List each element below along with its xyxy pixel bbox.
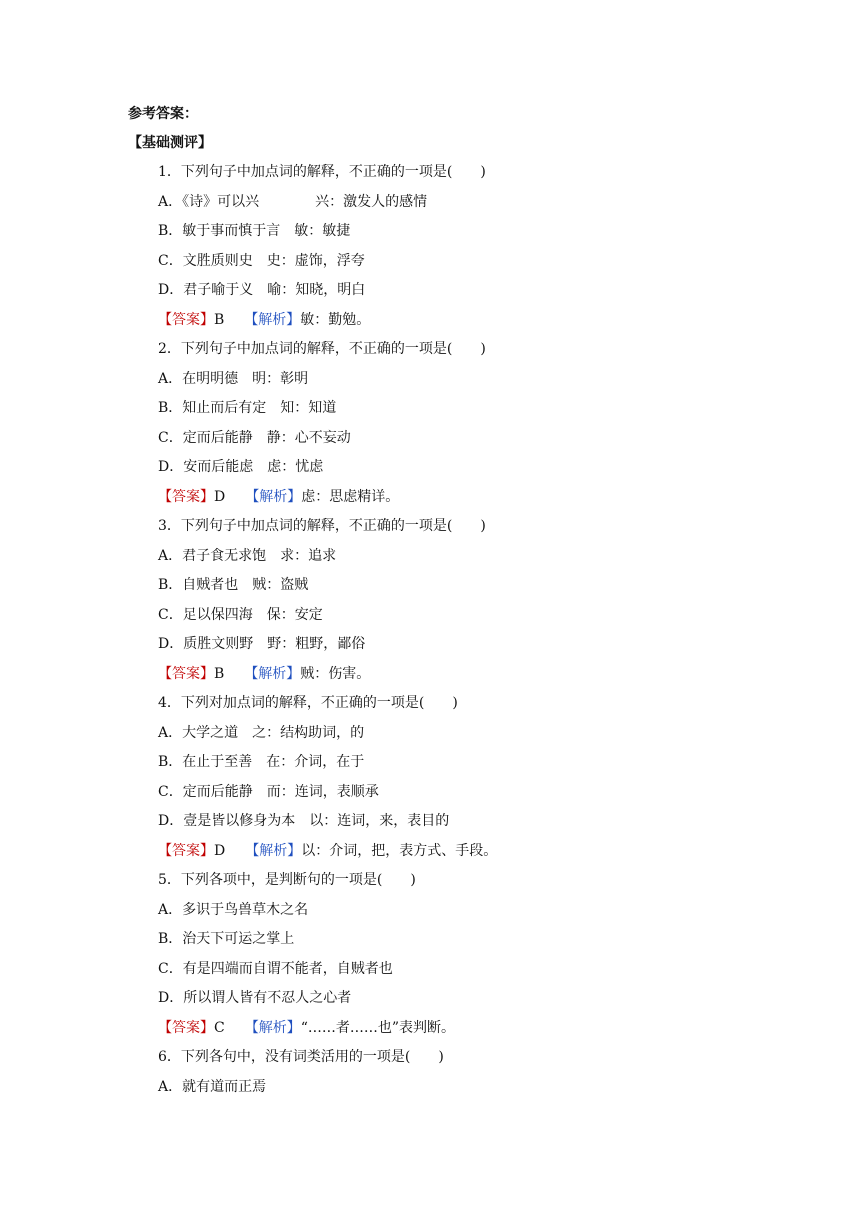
analysis-text: 敏：勤勉。	[300, 312, 371, 328]
analysis-text: 以：介词，把，表方式、手段。	[301, 843, 498, 859]
question-2-option-c: C．定而后能静 静：心不妄动	[158, 430, 351, 446]
answer-tag: 【答案】	[158, 312, 214, 328]
question-1-option-d: D．君子喻于义 喻：知晓，明白	[158, 282, 366, 298]
question-4-option-a: A．大学之道 之：结构助词，的	[158, 725, 365, 741]
question-3-option-c: C．足以保四海 保：安定	[158, 607, 323, 623]
answer-value: D	[214, 843, 226, 859]
question-2-stem: 2．下列句子中加点词的解释，不正确的一项是( )	[158, 341, 486, 357]
question-1-option-a: A．《诗》可以兴 兴：激发人的感情	[158, 194, 428, 210]
question-3-stem: 3．下列句子中加点词的解释，不正确的一项是( )	[158, 518, 486, 534]
question-1-option-c: C．文胜质则史 史：虚饰，浮夸	[158, 253, 365, 269]
answer-value: B	[214, 666, 225, 682]
question-3-option-b: B．自贼者也 贼：盗贼	[158, 577, 309, 593]
analysis-tag: 【解析】	[244, 666, 301, 682]
question-5-option-d: D．所以谓人皆有不忍人之心者	[158, 990, 352, 1006]
question-1-answer-line	[158, 310, 370, 330]
question-5-option-c: C．有是四端而自谓不能者，自贼者也	[158, 961, 393, 977]
question-6-stem: 6．下列各句中，没有词类活用的一项是( )	[158, 1049, 444, 1065]
answer-tag: 【答案】	[158, 843, 214, 859]
section-title: 【基础测评】	[128, 135, 212, 151]
question-4-option-b: B．在止于至善 在：介词，在于	[158, 754, 365, 770]
question-2-option-a: A．在明明德 明：彰明	[158, 371, 309, 387]
question-2-answer-line	[158, 487, 399, 507]
question-1-option-b: B．敏于事而慎于言 敏：敏捷	[158, 223, 351, 239]
question-4-option-d: D．壹是皆以修身为本 以：连词，来，表目的	[158, 813, 450, 829]
question-3-option-a: A．君子食无求饱 求：追求	[158, 548, 337, 564]
analysis-tag: 【解析】	[245, 843, 302, 859]
question-4-option-c: C．定而后能静 而：连词，表顺承	[158, 784, 379, 800]
question-3-answer-line	[158, 664, 370, 684]
analysis-text: 虑：思虑精详。	[301, 489, 400, 505]
question-6-option-a: A．就有道而正焉	[158, 1079, 267, 1095]
page-heading: 参考答案：	[128, 106, 198, 122]
question-5-answer-line	[158, 1018, 455, 1038]
analysis-tag: 【解析】	[244, 1020, 301, 1036]
question-5-option-a: A．多识于鸟兽草木之名	[158, 902, 309, 918]
analysis-tag: 【解析】	[244, 312, 301, 328]
question-2-option-d: D．安而后能虑 虑：忧虑	[158, 459, 324, 475]
answer-value: C	[214, 1020, 225, 1036]
question-3-option-d: D．质胜文则野 野：粗野，鄙俗	[158, 636, 366, 652]
question-5-option-b: B．治天下可运之掌上	[158, 931, 295, 947]
analysis-tag: 【解析】	[245, 489, 302, 505]
analysis-text: 贼：伤害。	[300, 666, 371, 682]
question-4-stem: 4．下列对加点词的解释，不正确的一项是( )	[158, 695, 458, 711]
question-1-stem: 1．下列句子中加点词的解释，不正确的一项是( )	[158, 164, 486, 180]
answer-value: B	[214, 312, 225, 328]
answer-tag: 【答案】	[158, 1020, 214, 1036]
question-4-answer-line	[158, 841, 497, 861]
question-2-option-b: B．知止而后有定 知：知道	[158, 400, 337, 416]
question-5-stem: 5．下列各项中，是判断句的一项是( )	[158, 872, 416, 888]
answer-tag: 【答案】	[158, 489, 214, 505]
answer-value: D	[214, 489, 226, 505]
answer-tag: 【答案】	[158, 666, 214, 682]
analysis-text: “……者……也”表判断。	[300, 1020, 456, 1036]
